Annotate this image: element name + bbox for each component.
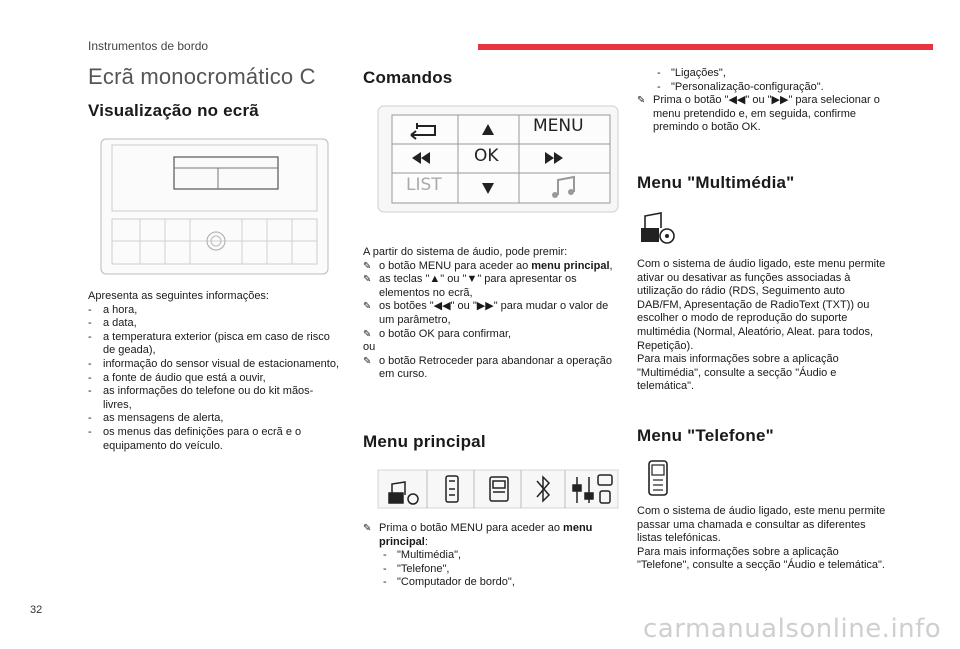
phone-icon [647,459,671,497]
main-menu-icons [377,469,619,509]
or-text: ou [363,341,376,354]
list-item: ✎ as teclas "▲" ou "▼" para apresentar os elementos no ecrã, [363,273,577,299]
commands-list-alt [363,355,619,382]
select-step [637,94,892,135]
column-display [88,64,340,453]
list-item: - as mensagens de alerta, [88,412,340,426]
ok-label: OK [474,146,499,166]
down-key-icon: ▼ [466,273,478,286]
list-item: - "Personalização-configuração". [653,81,892,95]
display-info-list [88,304,340,454]
list-item: ✎ o botão OK para confirmar, [363,327,512,340]
commands-intro: A partir do sistema de áudio, pode premir: [363,246,568,258]
page-number: 32 [30,604,43,616]
list-item: ✎ os botões "◀◀" ou "▶▶" para mudar o valor de um parâmetro, [363,300,609,326]
header-label: Instrumentos de bordo [88,39,209,53]
display-intro: Apresenta as seguintes informações: [88,290,269,302]
phone-description: Com o sistema de áudio ligado, este menu permite passar uma chamada e consultar as diferentes listas telefónicas. [637,504,886,545]
list-item: ✎ o botão Retroceder para abandonar a operação em curso. [363,354,613,381]
list-item: - "Telefone", [379,563,619,577]
heading-display: Visualização no ecrã [88,101,259,120]
list-item: - a hora, [88,304,340,318]
main-menu-step [363,522,619,549]
menu-label: MENU [533,116,584,136]
list-item: - as informações do telefone ou do kit mãos-livres, [88,385,340,412]
phone-more-info: Para mais informações sobre a aplicação "Telefone", consulte a secção "Áudio e telemática". [637,545,885,572]
watermark: carmanualsonline.info [643,614,942,644]
commands-list [363,260,619,342]
display-unit-illustration [100,138,329,275]
multimedia-icon [637,208,677,248]
list-item: - os menus das definições para o ecrã e o equipamento do veículo. [88,426,340,453]
control-panel-illustration [377,105,619,213]
multimedia-more-info: Para mais informações sobre a aplicação "Multimédia", consulte a secção "Áudio e telemática". [637,353,839,393]
heading-commands: Comandos [363,68,453,87]
list-item: ✎ Prima o botão MENU para aceder ao menu principal: [363,521,593,548]
main-menu-items [363,549,619,590]
heading-multimedia-menu: Menu "Multimédia" [637,172,795,192]
rewind-key-icon: ◀◀ [433,300,451,313]
list-item: - a fonte de áudio que está a ouvir, [88,372,340,386]
main-menu-items-continued [637,67,892,94]
section-title: Ecrã monocromático C [88,64,316,89]
list-item: - "Multimédia", [379,549,619,563]
up-key-icon: ▲ [429,273,441,286]
list-item: - a temperatura exterior (pisca em caso de risco de geada), [88,331,340,358]
list-item: - "Ligações", [653,67,892,81]
column-menus [637,67,892,573]
heading-main-menu: Menu principal [363,431,486,451]
list-item: ✎ o botão MENU para aceder ao menu principal, [363,259,613,272]
forward-key-icon: ▶▶ [476,300,494,313]
list-item: - a data, [88,317,340,331]
list-label: LIST [406,175,442,195]
list-item: ✎ Prima o botão "◀◀" ou "▶▶" para selecionar o menu pretendido e, em seguida, confirme premindo o botão OK. [637,94,880,134]
column-commands [363,64,619,590]
heading-phone-menu: Menu "Telefone" [637,425,774,445]
header-accent-rule [478,44,933,50]
forward-key-icon: ▶▶ [771,94,789,107]
list-item: - informação do sensor visual de estacionamento, [88,358,340,372]
list-item: - "Computador de bordo", [379,576,619,590]
rewind-key-icon: ◀◀ [728,94,746,107]
multimedia-description: Com o sistema de áudio ligado, este menu permite ativar ou desativar as funções associadas à utilização do rádio (RDS, Seguimento auto DAB/FM, Apresentação de RadioText (TXT)) ou escolher o modo de reprodução do suporte multimédia (Normal, Aleatório, Aleat. para todos, Repetição). [637,257,886,352]
